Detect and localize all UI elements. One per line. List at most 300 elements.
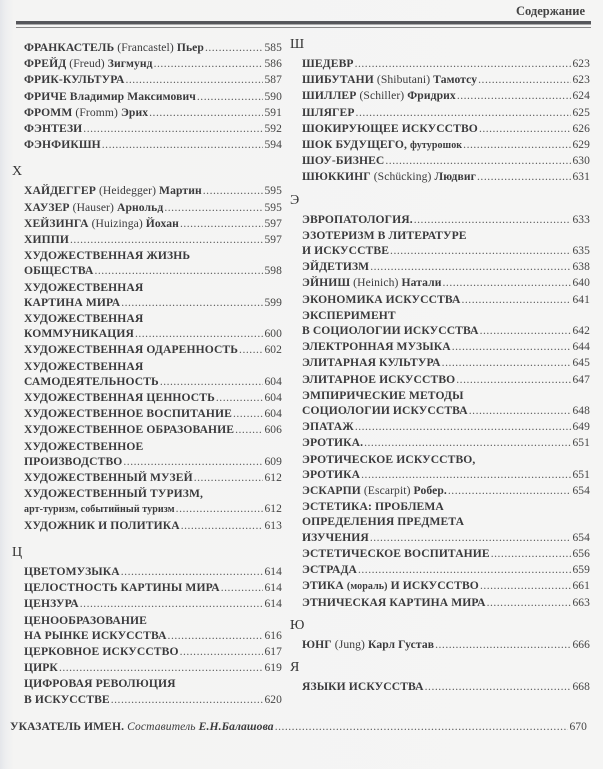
toc-entry[interactable] [302, 292, 590, 308]
entry-line [24, 295, 282, 311]
entry-title [302, 323, 479, 338]
toc-entry[interactable] [24, 486, 282, 517]
leader-dots [83, 121, 263, 136]
page-number: 659 [572, 564, 590, 577]
toc-entry[interactable] [302, 137, 590, 153]
latin-name: (Francastel) [117, 41, 174, 54]
entry-title [302, 243, 389, 258]
letter-group [10, 40, 282, 153]
entry-line [24, 263, 282, 279]
entry-title [302, 388, 464, 403]
toc-entry[interactable] [24, 342, 282, 358]
title-part: КОММУНИКАЦИЯ [24, 327, 134, 341]
entry-line [24, 72, 282, 88]
toc-entry[interactable] [24, 422, 282, 438]
entry-title [302, 153, 384, 168]
leader-dots [121, 564, 264, 579]
entry-title [24, 580, 220, 595]
toc-entry[interactable] [302, 562, 590, 578]
header-rule-thin [16, 27, 591, 28]
page-number: 623 [572, 58, 590, 70]
toc-entry[interactable] [24, 280, 282, 311]
toc-entry[interactable] [302, 121, 590, 137]
entry-title [24, 422, 234, 437]
page-number: 663 [572, 596, 590, 609]
section-letter: Э [290, 192, 300, 208]
title-part: СОЦИОЛОГИИ ИСКУССТВА [302, 404, 468, 418]
title-part: ЭСТЕТИКА: ПРОБЛЕМА [302, 500, 444, 514]
title-part: ЭЙНИШ [302, 276, 354, 290]
page-number: 626 [572, 122, 590, 135]
latin-name: (Huizinga) [91, 216, 143, 230]
toc-entry[interactable] [24, 89, 282, 105]
entry-line [24, 390, 282, 406]
entry-title [302, 105, 355, 120]
toc-entry[interactable] [302, 308, 590, 339]
leader-dots [197, 89, 264, 104]
entry-line [302, 546, 590, 562]
toc-column-right [288, 34, 590, 695]
title-part: ФРОММ [24, 105, 76, 119]
leader-dots [164, 200, 263, 215]
entry-line [302, 259, 590, 275]
leader-dots [102, 137, 264, 152]
entry-line [302, 308, 590, 323]
page-number: 648 [572, 405, 590, 418]
title-part: ЭРОТИЧЕСКОЕ ИСКУССТВО, [302, 452, 476, 466]
leader-dots [370, 259, 571, 274]
page-number: 612 [264, 472, 282, 485]
title-part: ЭРОТИКА [302, 467, 361, 481]
leader-dots [180, 216, 263, 231]
latin-name: (Heinich) [353, 276, 399, 290]
toc-entry-name-index[interactable] [10, 719, 587, 735]
title-part: ХАУЗЕР [24, 200, 73, 214]
title-part: ЭТИКА [302, 579, 347, 593]
page-number: 629 [572, 139, 590, 152]
page-number: 590 [264, 90, 282, 103]
toc-entry[interactable] [302, 452, 590, 483]
title-part: ЦЕЛОСТНОСТЬ КАРТИНЫ МИРА [24, 581, 220, 595]
letter-group [10, 542, 282, 708]
toc-entry[interactable] [302, 88, 590, 104]
title-part: ЭСКАРПИ [302, 484, 364, 498]
page-number: 614 [264, 565, 282, 578]
entry-line [302, 435, 590, 451]
title-part: ХУДОЖЕСТВЕННАЯ ЖИЗНЬ [24, 249, 191, 263]
leader-dots [364, 435, 571, 450]
entry-title [302, 308, 396, 323]
toc-entry[interactable] [302, 679, 590, 695]
toc-entry[interactable] [24, 72, 282, 88]
entry-line [24, 183, 282, 199]
entry-line [302, 243, 590, 259]
entry-line [302, 355, 590, 371]
page-number: 666 [572, 638, 590, 651]
toc-entry[interactable] [302, 388, 590, 419]
entry-title [302, 435, 363, 450]
section-letter: Ш [290, 37, 305, 52]
toc-entry[interactable] [24, 406, 282, 422]
toc-entry[interactable] [24, 359, 282, 390]
entry-title [302, 72, 477, 87]
leader-dots [180, 644, 264, 659]
page-number: 604 [264, 392, 282, 405]
leader-dots [221, 580, 264, 595]
latin-name: (Schiller) [359, 89, 405, 103]
leader-dots [205, 40, 263, 55]
entry-list [302, 56, 590, 186]
letter-group [288, 615, 590, 653]
toc-entry[interactable] [302, 435, 590, 451]
header-rule [16, 21, 591, 25]
toc-entry[interactable] [24, 439, 282, 470]
title-part: ФРИК-КУЛЬТУРА [24, 73, 125, 87]
entry-line [302, 105, 590, 121]
title-part: Мартин [156, 184, 202, 198]
entry-title [302, 169, 476, 184]
entry-line [24, 644, 282, 660]
entry-title [302, 419, 354, 434]
entry-title [24, 216, 179, 231]
title-part: ОБЩЕСТВА [24, 264, 94, 278]
title-part: футурошок [410, 140, 463, 152]
entry-title [302, 595, 486, 610]
entry-title [302, 228, 467, 243]
entry-line [302, 339, 590, 355]
entry-title [24, 374, 159, 389]
entry-line [24, 200, 282, 216]
entry-list [24, 40, 282, 153]
leader-dots [469, 403, 572, 418]
title-part: ЭВРОПАТОЛОГИЯ. [302, 212, 413, 226]
entry-line [24, 676, 282, 691]
entry-line [302, 388, 590, 403]
title-part: Арнольд [113, 200, 164, 214]
title-part: ШЮККИНГ [302, 170, 374, 184]
latin-name: (Escarpit) [363, 484, 411, 498]
leader-dots [181, 518, 264, 533]
toc-entry[interactable] [24, 248, 282, 279]
leader-dots [462, 292, 572, 307]
page-number: 641 [572, 293, 590, 306]
leader-dots [435, 637, 571, 652]
entry-list [24, 564, 282, 708]
toc-entry[interactable] [302, 259, 590, 275]
toc-entry[interactable] [302, 169, 590, 185]
toc-entry[interactable] [302, 355, 590, 371]
leader-dots [456, 372, 571, 387]
toc-entry[interactable] [24, 216, 282, 232]
entry-title [24, 248, 190, 263]
entry-title [302, 403, 468, 418]
toc-entry[interactable] [24, 644, 282, 660]
entry-title [24, 644, 179, 659]
toc-entry[interactable] [302, 153, 590, 169]
entry-line [302, 499, 590, 514]
title-part: ФЭНТЕЗИ [24, 122, 83, 136]
toc-entry[interactable] [24, 390, 282, 406]
title-part: ХУДОЖНИК И ПОЛИТИКА [24, 518, 180, 532]
title-part: Карл Густав [364, 637, 435, 651]
entry-list [302, 679, 590, 695]
entry-line [302, 212, 590, 228]
title-part: Фридрих [404, 89, 456, 103]
title-part: ЭЛИТАРНАЯ КУЛЬТУРА [302, 356, 441, 370]
entry-line [24, 105, 282, 121]
title-part: ШИБУТАНИ [302, 73, 377, 87]
title-part: ЭЛИТАРНОЕ ИСКУССТВО [302, 372, 456, 386]
entry-line [302, 562, 590, 578]
leader-dots [448, 483, 572, 498]
entry-title [24, 200, 163, 215]
entry-title [24, 390, 215, 405]
leader-dots [463, 137, 571, 152]
entry-line [24, 454, 282, 470]
toc-entry[interactable] [302, 546, 590, 562]
title-part: ЭКОНОМИКА ИСКУССТВА [302, 292, 461, 306]
toc-entry[interactable] [302, 372, 590, 388]
page-number: 597 [264, 217, 282, 230]
toc-entry[interactable] [24, 121, 282, 137]
page-number: 606 [264, 424, 282, 437]
toc-entry[interactable] [24, 137, 282, 153]
page-number: 604 [264, 408, 282, 421]
entry-line [302, 169, 590, 185]
page-number: 616 [264, 629, 282, 642]
entry-title [24, 326, 134, 341]
title-part: ХАЙДЕГГЕР [24, 184, 99, 198]
toc-entry[interactable] [302, 483, 590, 499]
title-part: ХУДОЖЕСТВЕННАЯ [24, 312, 144, 326]
entry-title [24, 263, 93, 278]
leader-dots [355, 56, 572, 71]
title-part: Людвиг [431, 170, 477, 184]
entry-line [24, 232, 282, 248]
toc-entry[interactable] [302, 275, 590, 291]
page-number: 638 [572, 261, 590, 274]
entry-title [302, 530, 369, 545]
toc-entry[interactable] [302, 72, 590, 88]
entry-line [302, 372, 590, 388]
entry-line [302, 483, 590, 499]
leader-dots [203, 183, 264, 198]
entry-line [24, 121, 282, 137]
entry-title: УКАЗАТЕЛЬ ИМЕН. Составитель Е.Н.Балашова [10, 720, 274, 733]
leader-dots [370, 530, 572, 545]
title-part: ХУДОЖЕСТВЕННОЕ ВОСПИТАНИЕ [24, 407, 232, 421]
entry-line [302, 121, 590, 137]
entry-line [24, 422, 282, 438]
title-part: ФРАНКАСТЕЛЬ [24, 41, 118, 54]
page-number: 623 [572, 74, 590, 87]
toc-entry[interactable] [24, 564, 282, 580]
title-part: (мораль) [346, 581, 388, 593]
toc-entry[interactable] [24, 311, 282, 342]
leader-dots [443, 275, 572, 290]
toc-entry[interactable] [302, 419, 590, 435]
page-number: 651 [572, 468, 590, 481]
entry-title [24, 280, 143, 295]
leader-dots [457, 88, 572, 103]
toc-entry[interactable] [302, 212, 590, 228]
title-part: ЦЕНЗУРА [24, 597, 79, 611]
page-number: 654 [572, 485, 590, 498]
entry-title [302, 339, 451, 354]
title-part: ЭЙДЕТИЗМ [302, 260, 370, 274]
toc-entry[interactable] [302, 339, 590, 355]
toc-entry[interactable] [24, 232, 282, 248]
entry-line [302, 56, 590, 72]
leader-dots [390, 243, 571, 258]
title-part: ЭРОТИКА. [302, 436, 364, 450]
toc-entry[interactable] [24, 470, 282, 486]
title-part: ОПРЕДЕЛЕНИЯ ПРЕДМЕТА [302, 515, 465, 529]
toc-entry[interactable] [24, 660, 282, 676]
entry-line [24, 470, 282, 486]
page-number: 595 [264, 201, 282, 214]
page-number: 620 [264, 693, 282, 706]
toc-entry[interactable] [302, 595, 590, 611]
toc-column-left [10, 40, 282, 708]
toc-entry[interactable] [302, 499, 590, 546]
entry-line [24, 564, 282, 580]
entry-line [24, 628, 282, 644]
leader-dots [361, 467, 571, 482]
page-number: 587 [264, 74, 282, 87]
entry-title [24, 486, 203, 501]
title-part: ЮНГ [302, 637, 335, 651]
entry-title [302, 514, 464, 529]
entry-line [302, 530, 590, 546]
leader-dots [125, 72, 263, 87]
title-part: арт-туризм, событийный туризм [24, 504, 175, 516]
toc-entry[interactable] [24, 676, 282, 707]
entry-title [24, 342, 238, 357]
entry-line [302, 595, 590, 611]
section-letter: Ц [12, 544, 23, 560]
entry-line [302, 228, 590, 243]
leader-dots [233, 406, 263, 421]
page-number: 612 [264, 503, 282, 516]
entry-title [302, 578, 479, 594]
leader-dots [239, 342, 263, 357]
entry-list [302, 212, 590, 611]
entry-line [24, 501, 282, 517]
entry-title [24, 613, 147, 628]
toc-entry[interactable] [24, 56, 282, 72]
title-part: ЦИРК [24, 661, 58, 675]
entry-line [302, 578, 590, 594]
entry-title [24, 40, 204, 55]
entry-title [302, 452, 475, 467]
page-number: 586 [264, 58, 282, 71]
entry-line [24, 342, 282, 358]
entry-title [302, 212, 413, 227]
entry-title [302, 467, 360, 482]
entry-line [24, 326, 282, 342]
leader-dots [149, 105, 263, 120]
toc-entry[interactable] [302, 228, 590, 259]
leader-dots [275, 719, 569, 734]
page-number: 614 [264, 598, 282, 611]
toc-entry[interactable] [302, 578, 590, 594]
entry-title [302, 88, 456, 103]
section-letter: Х [12, 164, 23, 180]
toc-entry[interactable] [302, 105, 590, 121]
entry-line [24, 518, 282, 534]
letter-group [288, 657, 590, 695]
leader-dots [154, 56, 264, 71]
leader-dots [111, 692, 264, 707]
entry-line [302, 637, 590, 653]
page-number: 600 [264, 328, 282, 341]
entry-line [302, 292, 590, 308]
section-letter: Я [290, 659, 300, 675]
entry-line [24, 660, 282, 676]
toc-entry[interactable] [24, 200, 282, 216]
title-part: Йохан [142, 216, 179, 230]
entry-title [302, 137, 462, 153]
latin-name: (Fromm) [75, 105, 118, 119]
page-number: 645 [572, 357, 590, 370]
leader-dots [235, 422, 263, 437]
page-number: 609 [264, 455, 282, 468]
title-part: ЦЕРКОВНОЕ ИСКУССТВО [24, 644, 179, 658]
toc-entry[interactable] [24, 183, 282, 199]
entry-line [24, 216, 282, 232]
entry-title [24, 406, 232, 421]
entry-title [302, 259, 369, 274]
toc-entry[interactable] [24, 105, 282, 121]
title-part: ШОК БУДУЩЕГО, [302, 138, 411, 152]
page-number: 635 [572, 245, 590, 258]
leader-dots [425, 679, 572, 694]
entry-list [24, 183, 282, 533]
page-number: 630 [572, 155, 590, 168]
title-part: ХУДОЖЕСТВЕННАЯ [24, 280, 144, 294]
toc-entry[interactable] [24, 518, 282, 534]
entry-line [302, 419, 590, 435]
title-part: ФРИЧЕ Владимир Максимович [24, 89, 196, 103]
page-number: 619 [264, 662, 282, 675]
entry-title [302, 292, 461, 307]
leader-dots [385, 153, 571, 168]
entry-title [24, 311, 143, 326]
entry-title [302, 121, 478, 136]
entry-line [24, 280, 282, 295]
page-number: 604 [264, 375, 282, 388]
toc-entry[interactable] [302, 56, 590, 72]
toc-entry[interactable] [24, 580, 282, 596]
toc-entry[interactable] [24, 613, 282, 644]
title-part: ЭКСПЕРИМЕНТ [302, 308, 396, 322]
title-part: ХУДОЖЕСТВЕННАЯ ЦЕННОСТЬ [24, 391, 215, 405]
toc-entry[interactable] [24, 596, 282, 612]
latin-name: (Heidegger) [98, 184, 157, 198]
leader-dots [442, 355, 572, 370]
entry-title [24, 470, 193, 485]
leader-dots [479, 121, 572, 136]
toc-entry[interactable] [24, 40, 282, 56]
title-part: В ИСКУССТВЕ [24, 692, 110, 706]
toc-entry[interactable] [302, 637, 590, 653]
entry-list [302, 637, 590, 653]
page-number: 594 [264, 139, 282, 152]
entry-title [24, 454, 122, 469]
page-number: 599 [264, 296, 282, 309]
entry-line [24, 580, 282, 596]
